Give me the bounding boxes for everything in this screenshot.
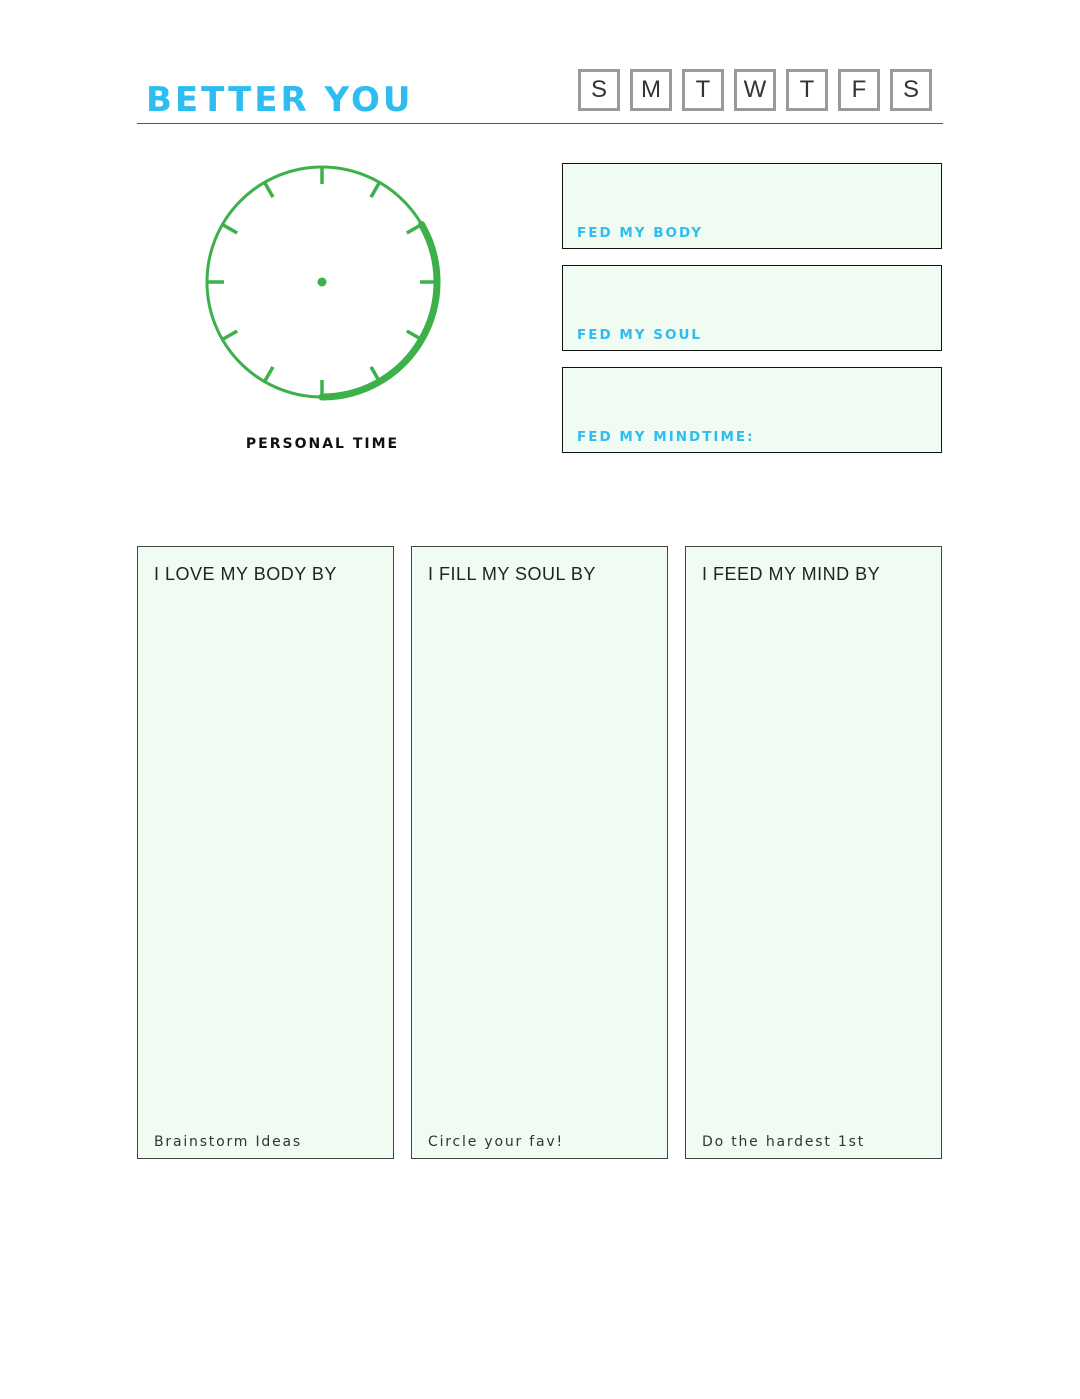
page-title: BETTER YOU bbox=[146, 80, 414, 120]
feed-my-mind-column[interactable] bbox=[685, 546, 942, 1159]
column-title: I LOVE MY BODY BY bbox=[154, 564, 337, 584]
day-box-tuesday[interactable]: T bbox=[682, 69, 724, 111]
day-box-saturday[interactable]: S bbox=[890, 69, 932, 111]
weekday-selector bbox=[578, 69, 932, 111]
column-footer: Do the hardest 1st bbox=[702, 1134, 866, 1150]
day-box-friday[interactable]: F bbox=[838, 69, 880, 111]
day-box-monday[interactable]: M bbox=[630, 69, 672, 111]
fed-my-mindtime-box[interactable] bbox=[562, 367, 942, 453]
fed-my-body-box[interactable] bbox=[562, 163, 942, 249]
fed-my-mindtime-label: FED MY MINDTIME: bbox=[577, 429, 755, 445]
day-box-thursday[interactable]: T bbox=[786, 69, 828, 111]
fed-my-soul-box[interactable] bbox=[562, 265, 942, 351]
fill-my-soul-column[interactable] bbox=[411, 546, 668, 1159]
column-title: I FEED MY MIND BY bbox=[702, 564, 881, 584]
column-footer: Circle your fav! bbox=[428, 1134, 564, 1150]
column-footer: Brainstorm Ideas bbox=[154, 1134, 302, 1150]
clock-center-dot bbox=[318, 278, 327, 287]
clock-label: PERSONAL TIME bbox=[245, 436, 400, 452]
fed-my-soul-label: FED MY SOUL bbox=[577, 327, 703, 343]
love-my-body-column[interactable] bbox=[137, 546, 394, 1159]
day-box-wednesday[interactable]: W bbox=[734, 69, 776, 111]
fed-my-body-label: FED MY BODY bbox=[577, 225, 704, 241]
header-divider bbox=[137, 123, 943, 124]
day-box-sunday[interactable]: S bbox=[578, 69, 620, 111]
clock-icon bbox=[190, 150, 454, 414]
column-title: I FILL MY SOUL BY bbox=[428, 564, 596, 584]
